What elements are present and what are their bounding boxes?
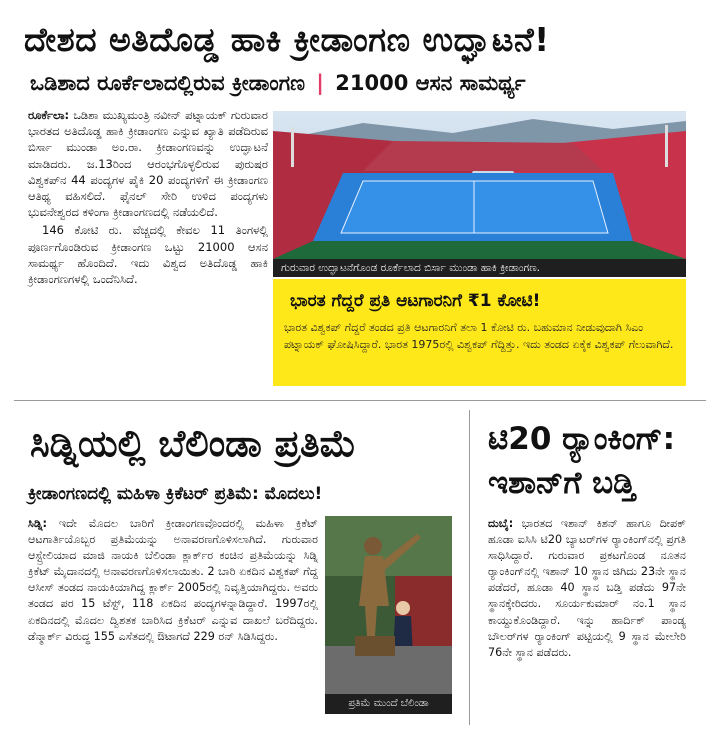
article2-dateline: ಸಿಡ್ನಿ: bbox=[28, 517, 47, 530]
stadium-photo bbox=[273, 111, 686, 259]
article1-body bbox=[28, 107, 268, 287]
article3-headline-line2: ಇಶಾನ್‌ಗೆ ಬಡ್ತಿ bbox=[488, 465, 636, 501]
article2-body bbox=[28, 516, 318, 645]
article3-paragraph bbox=[488, 516, 686, 661]
statue-photo bbox=[325, 516, 452, 694]
reward-box-body: ಭಾರತ ವಿಶ್ವಕಪ್ ಗೆದ್ದರೆ ತಂಡದ ಪ್ರತಿ ಆಟಗಾರನಿಗೆ ತಲಾ 1 ಕೋಟಿ ರು. ಬಹುಮಾನ ನೀಡುವುದಾಗಿ ಸಿಎಂ ಪಟ್ನಾಯಕ್ ಘೋಷಿಸಿದ್ದಾರೆ. ಭಾರತ 1975ರಲ್ಲಿ ವಿಶ್ವಕಪ್ ಗೆದ್ದಿತ್ತು. ಇದು ತಂಡದ ಏಕೈಕ ವಿಶ್ವಕಪ್ ಗೆಲುವಾಗಿದೆ. bbox=[284, 321, 674, 351]
article1-paragraph-1 bbox=[28, 107, 268, 220]
stadium-illustration bbox=[273, 111, 686, 259]
article2-subhead: ಕ್ರೀಡಾಂಗಣದಲ್ಲಿ ಮಹಿಳಾ ಕ್ರಿಕೆಟರ್ ಪ್ರತಿಮೆ: ಮೊದಲು! bbox=[28, 484, 323, 504]
stadium-photo-caption: ಗುರುವಾರ ಉದ್ಘಾಟನೆಗೊಂಡ ರೂರ್ಕೆಲಾದ ಬಿರ್ಸಾ ಮುಂಡಾ ಹಾಕಿ ಕ್ರೀಡಾಂಗಣ. bbox=[273, 259, 686, 277]
article1-dateline: ರೂರ್ಕೆಲಾ: bbox=[28, 108, 70, 122]
article1-subhead bbox=[30, 68, 710, 98]
article3-headline-line1: ಟಿ20 ರ‍್ಯಾಂಕಿಂಗ್: bbox=[488, 421, 675, 457]
article1-subhead-left: ಒಡಿಶಾದ ರೂರ್ಕೆಲಾದಲ್ಲಿರುವ ಕ್ರೀಡಾಂಗಣ bbox=[30, 71, 305, 95]
article1-paragraph-2 bbox=[28, 222, 268, 287]
column-divider bbox=[469, 410, 470, 725]
article1-body-p1: ಒಡಿಶಾ ಮುಖ್ಯಮಂತ್ರಿ ನವೀನ್ ಪಟ್ನಾಯಕ್ ಗುರುವಾರ ಭಾರತದ ಅತಿದೊಡ್ಡ ಹಾಕಿ ಕ್ರೀಡಾಂಗಣ ಎನ್ನುವ ಖ್ಯಾತಿ ಪಡೆದಿರುವ ಬಿರ್ಸಾ ಮುಂಡಾ ಅಂ.ರಾ. ಕ್ರೀಡಾಂಗಣವನ್ನು ಉದ್ಘಾಟನೆ ಮಾಡಿದರು. ಜ.13ರಿಂದ ಆರಂಭಗೊಳ್ಳಲಿರುವ ಪುರುಷರ ವಿಶ್ವಕಪ್‌ನ 44 ಪಂದ್ಯಗಳ ಪೈಕಿ 20 ಪಂದ್ಯಗಳಿಗೆ ಈ ಕ್ರೀಡಾಂಗಣ ಆತಿಥ್ಯ ವಹಿಸಲಿದೆ. ಫೈನಲ್ ಸೇರಿ ಉಳಿದ ಪಂದ್ಯಗಳು ಭುವನೇಶ್ವರದ ಕಳಿಂಗಾ ಕ್ರೀಡಾಂಗಣದಲ್ಲಿ ನಡೆಯಲಿದೆ. bbox=[28, 108, 269, 220]
article1-subhead-right: 21000 ಆಸನ ಸಾಮರ್ಥ್ಯ bbox=[335, 71, 526, 95]
article1-headline: ದೇಶದ ಅತಿದೊಡ್ಡ ಹಾಕಿ ಕ್ರೀಡಾಂಗಣ ಉದ್ಘಾಟನೆ! bbox=[24, 20, 550, 59]
article3-body-text: ಭಾರತದ ಇಶಾನ್ ಕಿಶನ್ ಹಾಗೂ ದೀಪಕ್ ಹೂಡಾ ಐಸಿಸಿ ಟಿ20 ಬ್ಯಾಟರ್‌ಗಳ ರ‍್ಯಾಂಕಿಂಗ್‌ನಲ್ಲಿ ಪ್ರಗತಿ ಸಾಧಿಸಿದ್ದಾರೆ. ಗುರುವಾರ ಪ್ರಕಟಗೊಂಡ ನೂತನ ರ‍್ಯಾಂಕಿಂಗ್‌ನಲ್ಲಿ ಇಶಾನ್ 10 ಸ್ಥಾನ ಜಿಗಿದು 23ನೇ ಸ್ಥಾನ ಪಡೆದರೆ, ಹೂಡಾ 40 ಸ್ಥಾನ ಬಡ್ತಿ ಪಡೆದು 97ನೇ ಸ್ಥಾನಕ್ಕೇರಿದರು. ಸೂರ್ಯಕುಮಾರ್ ನಂ.1 ಸ್ಥಾನ ಕಾಯ್ದುಕೊಂಡಿದ್ದಾರೆ. ಇನ್ನು ಹಾರ್ದಿಕ್ ಪಾಂಡ್ಯ ಬೌಲರ್‌ಗಳ ರ‍್ಯಾಂಕಿಂಗ್ ಪಟ್ಟಿಯಲ್ಲಿ 9 ಸ್ಥಾನ ಮೇಲೇರಿ 76ನೇ ಸ್ಥಾನ ಪಡೆದರು. bbox=[488, 517, 686, 659]
article3-dateline: ದುಬೈ: bbox=[488, 517, 514, 530]
article2-headline: ಸಿಡ್ನಿಯಲ್ಲಿ ಬೆಲಿಂಡಾ ಪ್ರತಿಮೆ bbox=[30, 422, 357, 465]
statue-photo-caption: ಪ್ರತಿಮೆ ಮುಂದೆ ಬೆಲಿಂಡಾ bbox=[325, 694, 452, 714]
reward-box-title: ಭಾರತ ಗೆದ್ದರೆ ಪ್ರತಿ ಆಟಗಾರನಿಗೆ ₹1 ಕೋಟಿ! bbox=[290, 291, 541, 311]
statue-illustration bbox=[325, 516, 452, 694]
article3-body bbox=[488, 516, 686, 661]
article2-paragraph bbox=[28, 516, 318, 645]
subhead-separator: | bbox=[316, 71, 324, 95]
article1-body-p2: 146 ಕೋಟಿ ರು. ವೆಚ್ಚದಲ್ಲಿ ಕೇವಲ 11 ತಿಂಗಳಲ್ಲಿ ಪೂರ್ಣಗೊಂಡಿರುವ ಕ್ರೀಡಾಂಗಣ ಒಟ್ಟು 21000 ಆಸನ ಸಾಮರ್ಥ್ಯ ಹೊಂದಿದೆ. ಇದು ವಿಶ್ವದ ಅತಿದೊಡ್ಡ ಹಾಕಿ ಕ್ರೀಡಾಂಗಣಗಳಲ್ಲಿ ಒಂದೆನಿಸಿದೆ. bbox=[28, 223, 268, 287]
article2-body-text: ಇದೇ ಮೊದಲ ಬಾರಿಗೆ ಕ್ರೀಡಾಂಗಣವೊಂದರಲ್ಲಿ ಮಹಿಳಾ ಕ್ರಿಕೆಟ್ ಆಟಗಾರ್ತಿಯೊಬ್ಬರ ಪ್ರತಿಮೆಯನ್ನು ಅನಾವರಣಗೊಳಿಸಲಾಗಿದೆ. ಗುರುವಾರ ಆಸ್ಟ್ರೇಲಿಯಾದ ಮಾಜಿ ನಾಯಕಿ ಬೆಲಿಂಡಾ ಕ್ಲಾರ್ಕ್‌ರ ಕಂಚಿನ ಪ್ರತಿಮೆಯನ್ನು ಸಿಡ್ನಿ ಕ್ರಿಕೆಟ್ ಮೈದಾನದಲ್ಲಿ ಅನಾವರಣಗೊಳಿಸಲಾಯಿತು. 2 ಬಾರಿ ಏಕದಿನ ವಿಶ್ವಕಪ್ ಗೆದ್ದ ಆಸೀಸ್ ತಂಡದ ನಾಯಕಿಯಾಗಿದ್ದ ಕ್ಲಾರ್ಕ್ 2005ರಲ್ಲಿ ನಿವೃತ್ತಿಯಾಗಿದ್ದರು. ಅವರು ತಂಡದ ಪರ 15 ಟೆಸ್ಟ್, 118 ಏಕದಿನ ಪಂದ್ಯಗಳನ್ನಾಡಿದ್ದಾರೆ. 1997ರಲ್ಲಿ ಏಕದಿನದಲ್ಲಿ ಮೊದಲ ದ್ವಿಶತಕ ಬಾರಿಸಿದ ಕ್ರಿಕೆಟರ್ ಎನ್ನುವ ದಾಖಲೆ ಬರೆದಿದ್ದರು. ಡೆನ್ಮಾರ್ಕ್ ವಿರುದ್ಧ 155 ಎಸೆತದಲ್ಲಿ ಔಟಾಗದೆ 229 ರನ್ ಸಿಡಿಸಿದ್ದರು. bbox=[28, 517, 318, 643]
section-divider bbox=[14, 400, 706, 401]
